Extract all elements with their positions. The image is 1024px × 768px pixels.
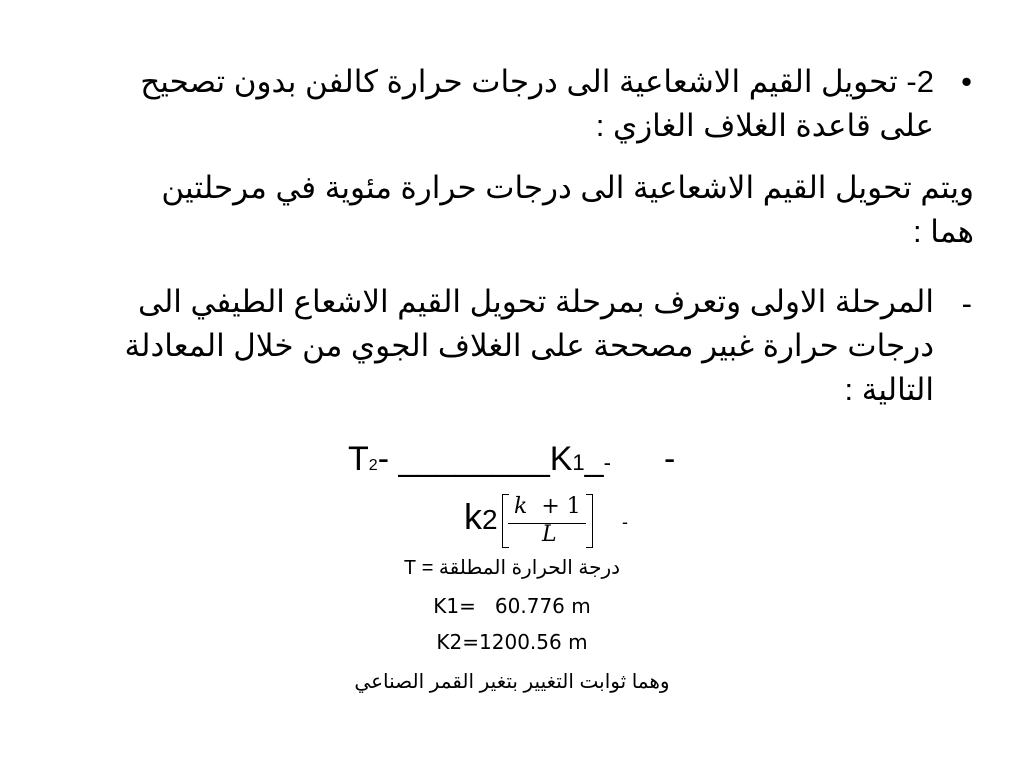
fraction-denominator: L <box>542 522 557 547</box>
definition-T: درجة الحرارة المطلقة = T <box>403 557 621 579</box>
bullet-marker: • <box>961 64 972 99</box>
formula-k2: k2 <box>464 496 498 537</box>
fraction-left-bracket <box>502 494 509 548</box>
formula-T-subscript: 2 <box>368 457 378 474</box>
formula-fraction <box>502 494 592 550</box>
formula-line-1 <box>348 436 611 489</box>
dash-marker: - <box>961 286 972 321</box>
formula-dash-small: - <box>622 512 628 532</box>
paragraph-celsius-stages: ويتم تحويل القيم الاشعاعية الى درجات حرارة مئوية في مرحلتين هما : <box>161 170 974 249</box>
formula-tail: _‑ <box>584 440 611 478</box>
definition-K2: K2=1200.56 m <box>436 630 588 654</box>
formula-dash-right: - <box>664 440 676 478</box>
fraction-numerator: k + 1 <box>514 494 581 519</box>
fraction-right-bracket <box>586 494 593 548</box>
constants-note: وهما ثوابت التغيير بتغير القمر الصناعي <box>354 671 670 693</box>
dash-item-first-stage: المرحلة الاولى وتعرف بمرحلة تحويل القيم الاشعاع الطيفي الى درجات حرارة غبير مصححة على الغلاف الجوي من خلال المعادلة التالية : <box>124 284 934 407</box>
bullet-item-kelvin-conversion: 2- تحويل القيم الاشعاعية الى درجات حرارة كالفن بدون تصحيح على قاعدة الغلاف الغازي : <box>140 64 934 143</box>
formula-K-subscript: 1 <box>572 450 585 475</box>
definition-K1: K1= 60.776 m <box>433 594 591 618</box>
formula-T: T <box>348 440 369 478</box>
formula-middle: - ________K <box>377 440 573 478</box>
